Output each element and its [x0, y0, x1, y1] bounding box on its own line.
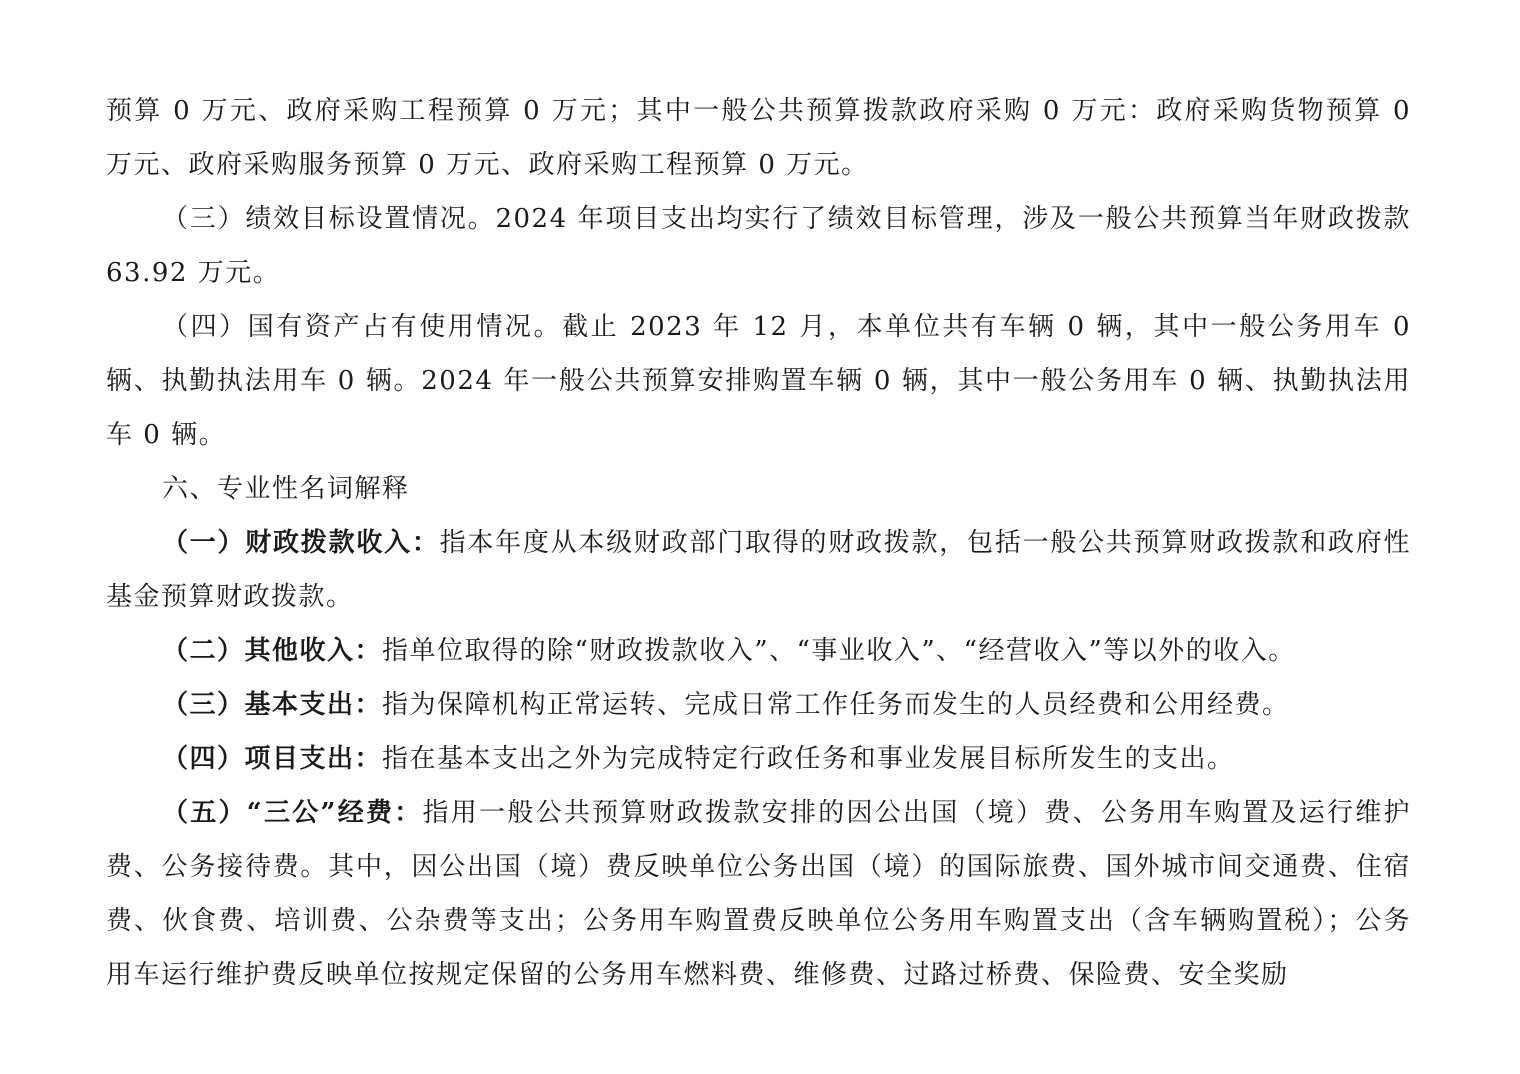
paragraph-procurement-budget: 预算 0 万元、政府采购工程预算 0 万元；其中一般公共预算拨款政府采购 0 万元：政府采购货物预算 0 万元、政府采购服务预算 0 万元、政府采购工程预算 0 万元。 [106, 96, 1411, 180]
term-basic-expenditure [106, 678, 1411, 732]
term-three-public-expenses [106, 786, 1411, 1002]
term-definition: 指本年度从本级财政部门取得的财政拨款，包括一般公共预算财政拨款和政府性基金预算财政拨款。 [106, 528, 1411, 612]
document-page [106, 84, 1411, 1002]
term-project-expenditure [106, 732, 1411, 786]
term-definition: 指在基本支出之外为完成特定行政任务和事业发展目标所发生的支出。 [382, 744, 1235, 774]
term-fiscal-appropriation-income [106, 516, 1411, 624]
term-definition: 指用一般公共预算财政拨款安排的因公出国（境）费、公务用车购置及运行维护费、公务接待费。其中，因公出国（境）费反映单位公务出国（境）的国际旅费、国外城市间交通费、住宿费、伙食费、培训费、公杂费等支出；公务用车购置费反映单位公务用车购置支出（含车辆购置税）；公务用车运行维护费反映单位按规定保留的公务用车燃料费、维修费、过路过桥费、保险费、安全奖励 [106, 798, 1411, 990]
paragraph-state-assets: （四）国有资产占有使用情况。截止 2023 年 12 月，本单位共有车辆 0 辆，其中一般公务用车 0 辆、执勤执法用车 0 辆。2024 年一般公共预算安排购置车辆 0 辆，其中一般公务用车 0 辆、执勤执法用车 0 辆。 [106, 312, 1411, 450]
term-label: （三）基本支出： [162, 690, 383, 720]
term-other-income [106, 624, 1411, 678]
paragraph-performance-targets: （三）绩效目标设置情况。2024 年项目支出均实行了绩效目标管理，涉及一般公共预算当年财政拨款 63.92 万元。 [106, 204, 1411, 288]
term-definition: 指单位取得的除“财政拨款收入”、“事业收入”、“经营收入”等以外的收入。 [382, 636, 1296, 666]
section-heading: 六、专业性名词解释 [162, 474, 410, 504]
term-label: （五）“三公”经费： [162, 798, 423, 828]
term-label: （二）其他收入： [162, 636, 383, 666]
term-definition: 指为保障机构正常运转、完成日常工作任务而发生的人员经费和公用经费。 [382, 690, 1290, 720]
term-label: （一）财政拨款收入： [162, 528, 440, 558]
term-label: （四）项目支出： [162, 744, 383, 774]
